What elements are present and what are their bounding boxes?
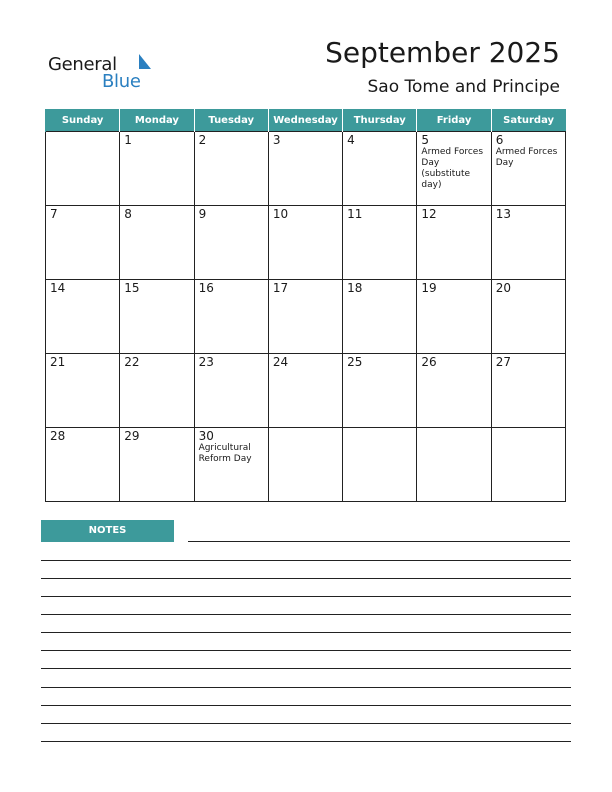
day-number: 11: [347, 207, 363, 221]
day-cell: [46, 428, 120, 502]
note-line[interactable]: [41, 687, 571, 688]
logo-general-text: General: [48, 54, 117, 75]
day-cell: [417, 428, 491, 502]
weekday-header: Thursday: [343, 109, 417, 132]
day-cell: [194, 354, 268, 428]
day-number: 17: [272, 281, 289, 295]
page-subtitle: Sao Tome and Principe: [367, 77, 560, 97]
weekday-header: Saturday: [491, 109, 565, 132]
day-number: 4: [347, 133, 355, 147]
day-number: 6: [495, 133, 504, 147]
note-line[interactable]: [41, 650, 571, 651]
day-cell: [268, 206, 342, 280]
day-number: 23: [198, 355, 214, 369]
note-line[interactable]: [41, 578, 571, 579]
day-number: 25: [347, 355, 363, 369]
holiday-label: Armed Forces Day: [495, 147, 558, 168]
day-number: 28: [50, 429, 66, 443]
day-number: 12: [421, 207, 437, 221]
day-number: 9: [198, 207, 207, 221]
day-cell: [491, 428, 565, 502]
day-cell: [268, 354, 342, 428]
day-cell: [46, 354, 120, 428]
day-cell: [46, 206, 120, 280]
day-cell: [343, 206, 417, 280]
day-number: 5: [421, 133, 430, 147]
day-number: 18: [347, 281, 363, 295]
day-cell: [343, 280, 417, 354]
day-number: 2: [198, 133, 207, 147]
weekday-header: Wednesday: [268, 109, 342, 132]
note-line[interactable]: [41, 596, 571, 597]
day-number: 26: [421, 355, 437, 369]
day-cell: [120, 280, 194, 354]
day-cell: [417, 280, 491, 354]
calendar-grid: [45, 109, 566, 502]
weekday-header-row: [46, 109, 566, 132]
day-cell: [491, 132, 565, 206]
day-cell: [417, 354, 491, 428]
day-cell: [120, 132, 194, 206]
day-cell: [120, 428, 194, 502]
day-number: 14: [50, 281, 66, 295]
day-number: 20: [495, 281, 511, 295]
week-row: [46, 206, 566, 280]
day-number: 24: [272, 355, 289, 369]
holiday-label: Armed Forces Day (substitute day): [421, 147, 484, 190]
note-line[interactable]: [41, 560, 571, 561]
day-number: 7: [50, 207, 58, 221]
day-number: 15: [124, 281, 140, 295]
day-cell: [46, 132, 120, 206]
weekday-header: Tuesday: [194, 109, 268, 132]
note-line[interactable]: [41, 741, 571, 742]
logo-blue-text: Blue: [102, 71, 141, 92]
day-number: 13: [495, 207, 511, 221]
day-cell: [268, 428, 342, 502]
day-cell: [417, 206, 491, 280]
weekday-header: Sunday: [46, 109, 120, 132]
day-number: 29: [124, 429, 140, 443]
day-cell: [491, 354, 565, 428]
day-cell: [343, 354, 417, 428]
day-number: 21: [50, 355, 66, 369]
note-line[interactable]: [41, 723, 571, 724]
day-cell: [343, 132, 417, 206]
day-number: 19: [421, 281, 437, 295]
page-title: September 2025: [325, 36, 560, 69]
holiday-label: Agricultural Reform Day: [198, 443, 252, 464]
week-row: [46, 132, 566, 206]
day-cell: [46, 280, 120, 354]
week-row: [46, 280, 566, 354]
day-cell: [268, 132, 342, 206]
day-cell: [491, 206, 565, 280]
note-line[interactable]: [41, 632, 571, 633]
day-number: 10: [272, 207, 289, 221]
day-number: 22: [124, 355, 140, 369]
day-cell: [194, 206, 268, 280]
day-number: 27: [495, 355, 511, 369]
notes-header: NOTES: [41, 520, 174, 542]
week-row: [46, 428, 566, 502]
week-row: [46, 354, 566, 428]
day-number: 16: [198, 281, 214, 295]
day-cell: [268, 280, 342, 354]
logo: [48, 54, 148, 94]
day-cell: [120, 354, 194, 428]
note-line[interactable]: [188, 541, 570, 542]
note-line[interactable]: [41, 705, 571, 706]
day-number: 8: [124, 207, 132, 221]
note-line[interactable]: [41, 614, 571, 615]
day-cell: [491, 280, 565, 354]
logo-triangle-icon: [139, 54, 151, 69]
day-cell: [194, 132, 268, 206]
day-cell: [194, 280, 268, 354]
weekday-header: Monday: [120, 109, 194, 132]
day-number: 1: [124, 133, 132, 147]
day-number: 30: [198, 429, 214, 443]
weekday-header: Friday: [417, 109, 491, 132]
day-cell: [417, 132, 491, 206]
day-number: 3: [272, 133, 281, 147]
note-line[interactable]: [41, 668, 571, 669]
day-cell: [343, 428, 417, 502]
day-cell: [194, 428, 268, 502]
day-cell: [120, 206, 194, 280]
